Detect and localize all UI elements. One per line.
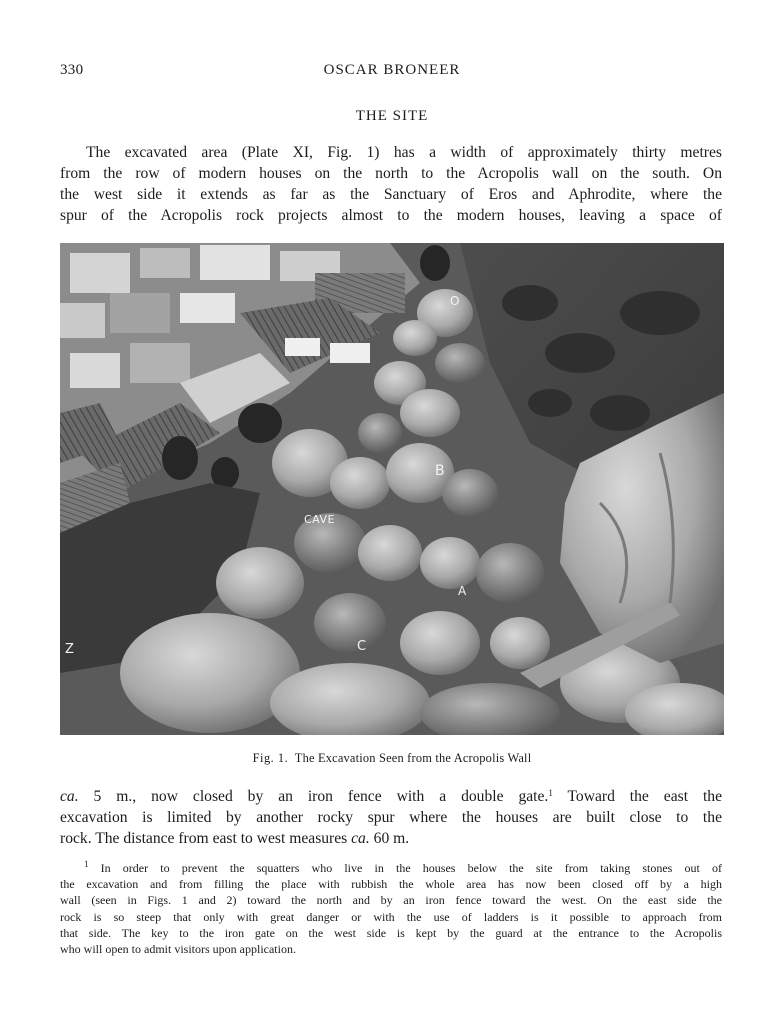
photo-label-cave: CAVE — [304, 513, 335, 526]
page-header — [60, 62, 724, 86]
paragraph-2-text: 60 m. — [369, 830, 410, 847]
caption-text: The Excavation Seen from the Acropolis Wall — [294, 751, 532, 765]
paragraph-2 — [60, 786, 722, 849]
footnote-text: In order to prevent the squatters who live in the houses below the site from taking stones out of — [88, 861, 722, 875]
paragraph-1-line: spur of the Acropolis rock projects almost to the modern houses, leaving a space of — [60, 207, 722, 224]
excavation-photograph — [60, 243, 724, 735]
photo-label-c: C — [357, 639, 367, 654]
paragraph-2-text: Toward the east the — [552, 788, 723, 805]
running-head: OSCAR BRONEER — [323, 62, 461, 78]
photo-label-o: O — [450, 294, 460, 308]
paragraph-2-line — [60, 786, 722, 807]
paragraph-2-line — [60, 828, 722, 849]
page-number: 330 — [60, 62, 84, 78]
footnote-line: rock is so steep that only with great danger or with the use of ladders is it possible to approach from — [60, 909, 722, 924]
paragraph-1-line: the west side it extends as far as the Sanctuary of Eros and Aphrodite, where the — [60, 186, 722, 203]
abbreviation-ca: ca. — [60, 788, 79, 805]
paragraph-1-line: The excavated area (Plate XI, Fig. 1) has a width of approximately thirty metres — [86, 144, 722, 161]
photo-label-a: A — [458, 584, 467, 598]
abbreviation-ca: ca. — [351, 830, 370, 847]
footnote — [60, 860, 722, 957]
footnote-line: the excavation and from filling the place with rubbish the whole area has now been closed off by a high — [60, 877, 722, 892]
footnote-marker[interactable]: 1 — [548, 788, 553, 798]
figure-caption — [60, 751, 724, 766]
section-title: THE SITE — [355, 108, 429, 124]
paragraph-1 — [60, 142, 722, 226]
footnote-line: who will open to admit visitors upon application. — [60, 942, 296, 957]
photo-illustration — [60, 243, 724, 735]
photo-label-z: Z — [65, 642, 74, 657]
caption-number: Fig. 1. — [252, 751, 289, 765]
paragraph-2-line: excavation is limited by another rocky spur where the houses are built close to the — [60, 809, 722, 826]
footnote-line: wall (seen in Figs. 1 and 2) toward the north and by an iron fence toward the west. On the east side the — [60, 893, 722, 908]
footnote-line — [60, 860, 722, 876]
footnote-number: 1 — [84, 859, 89, 869]
footnote-line: that side. The key to the iron gate on the west side is kept by the guard at the entrance to the Acropolis — [60, 925, 722, 940]
photo-label-b: B — [435, 463, 445, 479]
paragraph-2-text: rock. The distance from east to west measures — [60, 830, 352, 847]
paragraph-2-text: 5 m., now closed by an iron fence with a double gate. — [78, 788, 549, 805]
paragraph-1-line: from the row of modern houses on the north to the Acropolis wall on the south. On — [60, 165, 722, 182]
